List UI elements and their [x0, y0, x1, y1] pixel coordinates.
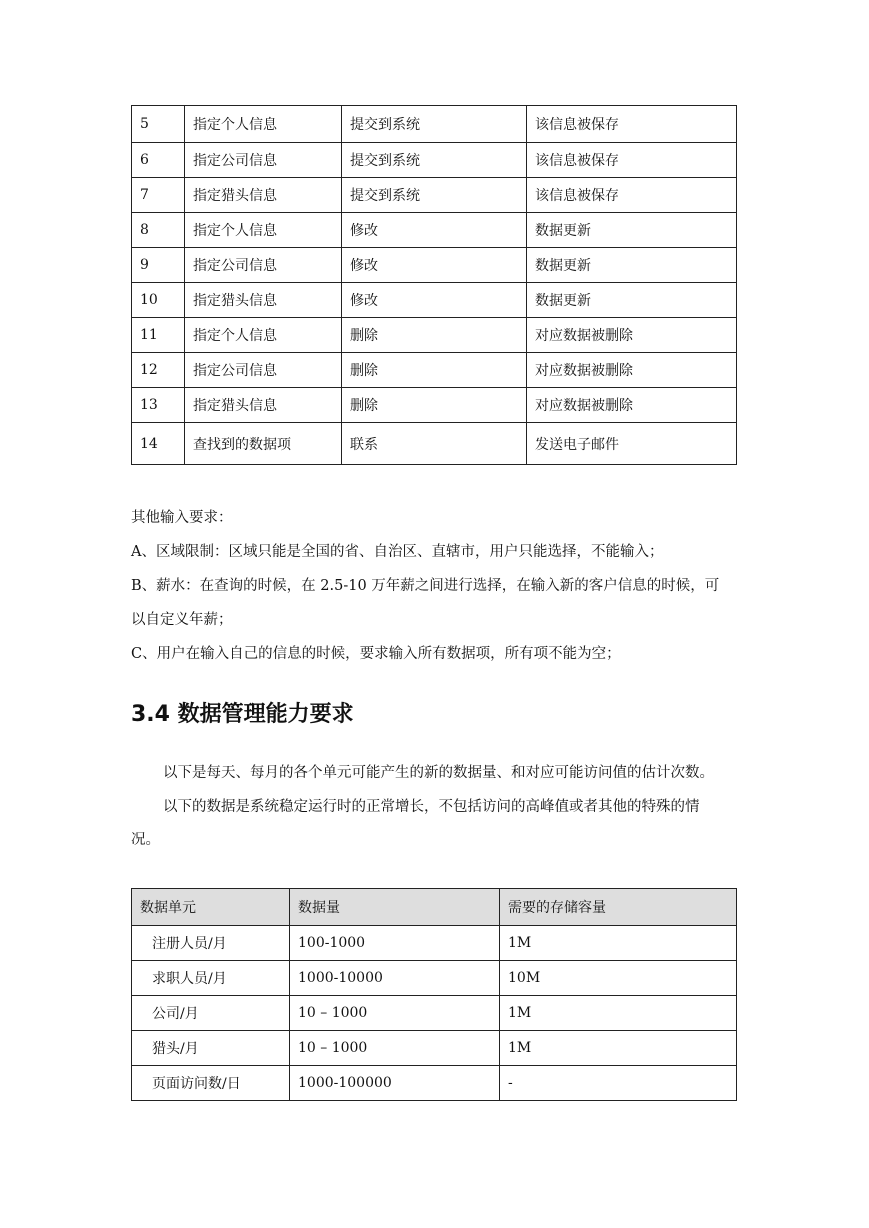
- requirement-a: A、区域限制：区域只能是全国的省、自治区、直辖市，用户只能选择，不能输入；: [131, 544, 664, 560]
- row-number: 10: [132, 283, 185, 318]
- row-result: 该信息被保存: [527, 143, 737, 178]
- storage-cell: -: [500, 1066, 737, 1101]
- row-object: 查找到的数据项: [185, 423, 342, 465]
- row-object: 指定公司信息: [185, 248, 342, 283]
- requirement-b-line2: 以自定义年薪；: [131, 612, 233, 628]
- column-header: 数据单元: [132, 889, 290, 926]
- row-result: 该信息被保存: [527, 178, 737, 213]
- table-row: [132, 996, 737, 1031]
- table-row: [132, 248, 737, 283]
- row-number: 7: [132, 178, 185, 213]
- table-row: [132, 143, 737, 178]
- table-row: [132, 1066, 737, 1101]
- row-number: 9: [132, 248, 185, 283]
- row-result: 该信息被保存: [527, 106, 737, 143]
- row-result: 对应数据被删除: [527, 318, 737, 353]
- row-object: 指定公司信息: [185, 143, 342, 178]
- requirement-c: C、用户在输入自己的信息的时候，要求输入所有数据项，所有项不能为空；: [131, 646, 621, 662]
- requirement-b-line1: B、薪水：在查询的时候，在 2.5-10 万年薪之间进行选择，在输入新的客户信息的时候，可: [131, 578, 720, 594]
- row-action: 提交到系统: [342, 143, 527, 178]
- table-row: [132, 961, 737, 996]
- data-unit-cell: 注册人员/月: [132, 926, 290, 961]
- section-heading: 3.4 数据管理能力要求: [131, 702, 354, 727]
- row-action: 提交到系统: [342, 106, 527, 143]
- row-action: 删除: [342, 388, 527, 423]
- section-paragraph-2-cont: 况。: [131, 832, 160, 848]
- table-row: [132, 926, 737, 961]
- row-result: 发送电子邮件: [527, 423, 737, 465]
- row-action: 修改: [342, 248, 527, 283]
- table-row: [132, 388, 737, 423]
- storage-cell: 10M: [500, 961, 737, 996]
- table-row: [132, 106, 737, 143]
- row-action: 删除: [342, 353, 527, 388]
- row-number: 5: [132, 106, 185, 143]
- other-input-title: 其他输入要求：: [131, 510, 233, 526]
- row-action: 修改: [342, 213, 527, 248]
- data-unit-cell: 猎头/月: [132, 1031, 290, 1066]
- table-row: [132, 318, 737, 353]
- table-row: [132, 1031, 737, 1066]
- table-row: [132, 423, 737, 465]
- table-header-row: [132, 889, 737, 926]
- data-volume-cell: 1000-100000: [290, 1066, 500, 1101]
- row-action: 联系: [342, 423, 527, 465]
- row-object: 指定猎头信息: [185, 283, 342, 318]
- section-paragraph-1: 以下是每天、每月的各个单元可能产生的新的数据量、和对应可能访问值的估计次数。: [163, 765, 714, 781]
- row-action: 提交到系统: [342, 178, 527, 213]
- row-number: 12: [132, 353, 185, 388]
- row-result: 对应数据被删除: [527, 353, 737, 388]
- row-object: 指定猎头信息: [185, 388, 342, 423]
- row-object: 指定个人信息: [185, 213, 342, 248]
- row-number: 6: [132, 143, 185, 178]
- data-unit-cell: 页面访问数/日: [132, 1066, 290, 1101]
- storage-cell: 1M: [500, 926, 737, 961]
- data-volume-cell: 10 – 1000: [290, 1031, 500, 1066]
- table-row: [132, 178, 737, 213]
- row-action: 修改: [342, 283, 527, 318]
- data-unit-cell: 公司/月: [132, 996, 290, 1031]
- storage-cell: 1M: [500, 996, 737, 1031]
- row-result: 数据更新: [527, 283, 737, 318]
- row-number: 11: [132, 318, 185, 353]
- row-result: 数据更新: [527, 248, 737, 283]
- data-volume-cell: 10 – 1000: [290, 996, 500, 1031]
- row-object: 指定个人信息: [185, 106, 342, 143]
- table-row: [132, 283, 737, 318]
- storage-cell: 1M: [500, 1031, 737, 1066]
- row-result: 数据更新: [527, 213, 737, 248]
- table-row: [132, 213, 737, 248]
- section-paragraph-2: 以下的数据是系统稳定运行时的正常增长，不包括访问的高峰值或者其他的特殊的情: [163, 799, 700, 815]
- row-number: 13: [132, 388, 185, 423]
- row-number: 14: [132, 423, 185, 465]
- capacity-table: [131, 888, 737, 1101]
- row-object: 指定猎头信息: [185, 178, 342, 213]
- test-case-table: [131, 105, 737, 465]
- data-unit-cell: 求职人员/月: [132, 961, 290, 996]
- column-header: 数据量: [290, 889, 500, 926]
- row-object: 指定公司信息: [185, 353, 342, 388]
- row-object: 指定个人信息: [185, 318, 342, 353]
- column-header: 需要的存储容量: [500, 889, 737, 926]
- data-volume-cell: 100-1000: [290, 926, 500, 961]
- data-volume-cell: 1000-10000: [290, 961, 500, 996]
- row-action: 删除: [342, 318, 527, 353]
- row-result: 对应数据被删除: [527, 388, 737, 423]
- table-row: [132, 353, 737, 388]
- row-number: 8: [132, 213, 185, 248]
